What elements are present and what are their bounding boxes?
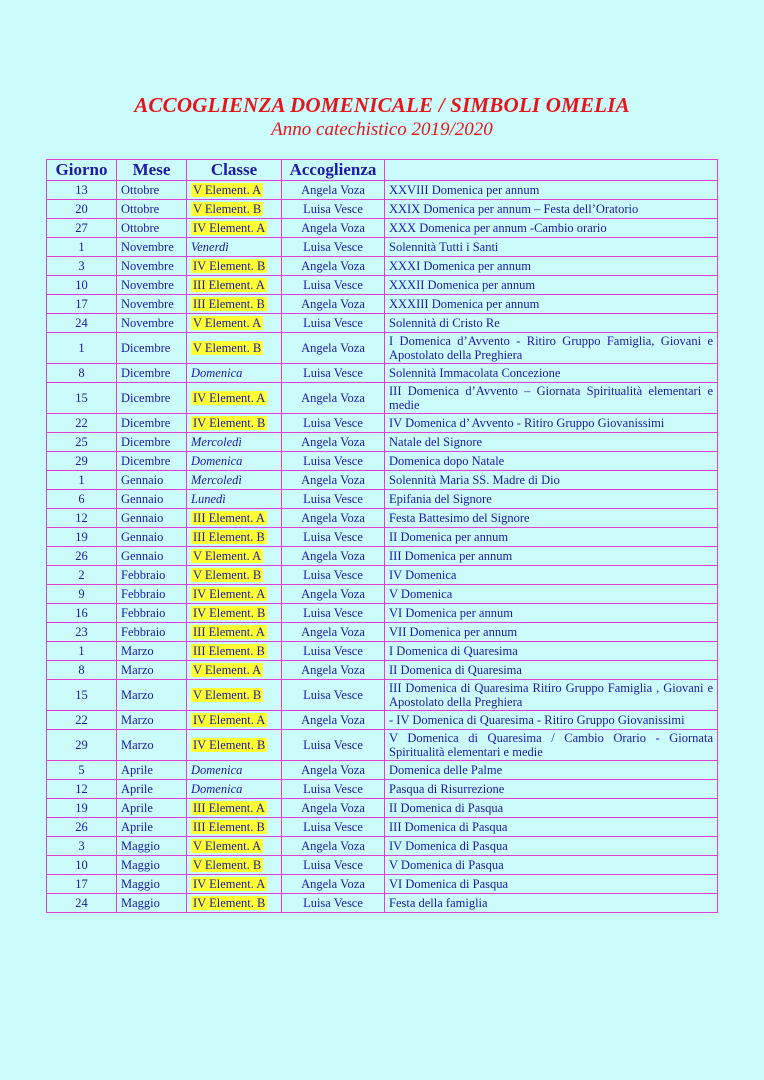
- class-highlight: IV Element. B: [193, 416, 266, 430]
- cell-welcome: Angela Voza: [282, 295, 385, 314]
- cell-class: [187, 780, 282, 799]
- cell-celebration: IV Domenica: [385, 566, 718, 585]
- cell-class: [187, 799, 282, 818]
- cell-month: Dicembre: [117, 433, 187, 452]
- table-row: [47, 257, 718, 276]
- cell-day: 17: [47, 875, 117, 894]
- cell-class: [187, 314, 282, 333]
- table-row: [47, 642, 718, 661]
- cell-welcome: Angela Voza: [282, 799, 385, 818]
- cell-day: 3: [47, 837, 117, 856]
- cell-day: 19: [47, 528, 117, 547]
- table-row: [47, 509, 718, 528]
- cell-class: [187, 471, 282, 490]
- cell-welcome: Angela Voza: [282, 383, 385, 414]
- class-weekday: Domenica: [191, 366, 243, 380]
- table-row: [47, 383, 718, 414]
- cell-day: 26: [47, 547, 117, 566]
- cell-welcome: Luisa Vesce: [282, 604, 385, 623]
- table-row: [47, 238, 718, 257]
- class-highlight: IV Element. B: [193, 896, 266, 910]
- cell-welcome: Angela Voza: [282, 509, 385, 528]
- cell-month: Febbraio: [117, 585, 187, 604]
- cell-class: [187, 837, 282, 856]
- table-row: [47, 780, 718, 799]
- table-row: [47, 585, 718, 604]
- table-row: [47, 295, 718, 314]
- cell-month: Novembre: [117, 295, 187, 314]
- cell-welcome: Luisa Vesce: [282, 200, 385, 219]
- table-row: [47, 276, 718, 295]
- cell-celebration: Solennità Immacolata Concezione: [385, 364, 718, 383]
- cell-welcome: Luisa Vesce: [282, 680, 385, 711]
- cell-celebration: XXXI Domenica per annum: [385, 257, 718, 276]
- class-highlight: V Element. B: [193, 568, 262, 582]
- class-highlight: IV Element. B: [193, 738, 266, 752]
- cell-welcome: Angela Voza: [282, 257, 385, 276]
- cell-class: [187, 547, 282, 566]
- cell-day: 10: [47, 276, 117, 295]
- class-highlight: V Element. A: [193, 183, 262, 197]
- class-highlight: V Element. A: [193, 839, 262, 853]
- table-row: [47, 761, 718, 780]
- table-row: [47, 452, 718, 471]
- table-row: [47, 414, 718, 433]
- cell-month: Aprile: [117, 761, 187, 780]
- cell-welcome: Angela Voza: [282, 875, 385, 894]
- cell-class: [187, 433, 282, 452]
- cell-celebration: III Domenica per annum: [385, 547, 718, 566]
- cell-class: [187, 333, 282, 364]
- class-highlight: V Element. B: [193, 858, 262, 872]
- cell-day: 3: [47, 257, 117, 276]
- cell-welcome: Luisa Vesce: [282, 780, 385, 799]
- cell-class: [187, 528, 282, 547]
- cell-welcome: Luisa Vesce: [282, 452, 385, 471]
- class-weekday: Venerdì: [191, 240, 229, 254]
- cell-welcome: Angela Voza: [282, 433, 385, 452]
- table-row: [47, 680, 718, 711]
- cell-celebration: Domenica delle Palme: [385, 761, 718, 780]
- cell-celebration: IV Domenica di Pasqua: [385, 837, 718, 856]
- class-highlight: V Element. A: [193, 316, 262, 330]
- cell-month: Febbraio: [117, 604, 187, 623]
- table-row: [47, 875, 718, 894]
- table-row: [47, 314, 718, 333]
- cell-welcome: Luisa Vesce: [282, 276, 385, 295]
- cell-day: 27: [47, 219, 117, 238]
- cell-day: 12: [47, 780, 117, 799]
- cell-celebration: Festa Battesimo del Signore: [385, 509, 718, 528]
- cell-day: 22: [47, 414, 117, 433]
- cell-welcome: Angela Voza: [282, 623, 385, 642]
- cell-day: 8: [47, 364, 117, 383]
- class-highlight: IV Element. A: [193, 877, 266, 891]
- class-highlight: IV Element. A: [193, 587, 266, 601]
- cell-welcome: Luisa Vesce: [282, 730, 385, 761]
- class-highlight: III Element. B: [193, 820, 265, 834]
- cell-day: 19: [47, 799, 117, 818]
- table-row: [47, 623, 718, 642]
- cell-class: [187, 642, 282, 661]
- table-row: [47, 490, 718, 509]
- cell-welcome: Luisa Vesce: [282, 364, 385, 383]
- cell-class: [187, 894, 282, 913]
- cell-welcome: Luisa Vesce: [282, 490, 385, 509]
- cell-class: [187, 200, 282, 219]
- cell-celebration: Pasqua di Risurrezione: [385, 780, 718, 799]
- cell-class: [187, 585, 282, 604]
- class-weekday: Domenica: [191, 454, 243, 468]
- cell-class: [187, 257, 282, 276]
- table-row: [47, 200, 718, 219]
- cell-celebration: II Domenica di Pasqua: [385, 799, 718, 818]
- cell-welcome: Angela Voza: [282, 585, 385, 604]
- cell-welcome: Angela Voza: [282, 471, 385, 490]
- cell-month: Gennaio: [117, 490, 187, 509]
- cell-month: Marzo: [117, 711, 187, 730]
- table-row: [47, 894, 718, 913]
- table-row: [47, 711, 718, 730]
- class-highlight: V Element. A: [193, 549, 262, 563]
- cell-day: 20: [47, 200, 117, 219]
- cell-day: 2: [47, 566, 117, 585]
- cell-welcome: Angela Voza: [282, 661, 385, 680]
- cell-month: Novembre: [117, 238, 187, 257]
- header-class: Classe: [187, 160, 282, 181]
- cell-celebration: I Domenica di Quaresima: [385, 642, 718, 661]
- cell-day: 26: [47, 818, 117, 837]
- cell-day: 12: [47, 509, 117, 528]
- cell-class: [187, 730, 282, 761]
- table-row: [47, 528, 718, 547]
- cell-class: [187, 818, 282, 837]
- cell-day: 29: [47, 452, 117, 471]
- cell-celebration: II Domenica di Quaresima: [385, 661, 718, 680]
- cell-day: 24: [47, 314, 117, 333]
- cell-month: Marzo: [117, 730, 187, 761]
- class-highlight: III Element. A: [193, 511, 265, 525]
- cell-celebration: XXIX Domenica per annum – Festa dell’Oratorio: [385, 200, 718, 219]
- cell-welcome: Luisa Vesce: [282, 238, 385, 257]
- cell-day: 17: [47, 295, 117, 314]
- cell-month: Gennaio: [117, 471, 187, 490]
- cell-welcome: Luisa Vesce: [282, 528, 385, 547]
- table-row: [47, 856, 718, 875]
- table-row: [47, 547, 718, 566]
- cell-day: 13: [47, 181, 117, 200]
- class-highlight: III Element. B: [193, 530, 265, 544]
- cell-month: Ottobre: [117, 200, 187, 219]
- cell-welcome: Luisa Vesce: [282, 894, 385, 913]
- cell-celebration: V Domenica di Pasqua: [385, 856, 718, 875]
- table-header-row: [47, 160, 718, 181]
- cell-day: 16: [47, 604, 117, 623]
- cell-celebration: II Domenica per annum: [385, 528, 718, 547]
- cell-welcome: Luisa Vesce: [282, 818, 385, 837]
- cell-month: Marzo: [117, 680, 187, 711]
- cell-class: [187, 219, 282, 238]
- cell-day: 24: [47, 894, 117, 913]
- class-highlight: III Element. A: [193, 801, 265, 815]
- cell-class: [187, 711, 282, 730]
- header-welcome: Accoglienza: [282, 160, 385, 181]
- cell-month: Dicembre: [117, 383, 187, 414]
- cell-celebration: Domenica dopo Natale: [385, 452, 718, 471]
- cell-class: [187, 383, 282, 414]
- cell-class: [187, 509, 282, 528]
- document-title: ACCOGLIENZA DOMENICALE / SIMBOLI OMELIA: [134, 93, 630, 117]
- schedule-table: [46, 159, 718, 913]
- table-row: [47, 181, 718, 200]
- cell-class: [187, 414, 282, 433]
- cell-class: [187, 604, 282, 623]
- class-highlight: III Element. A: [193, 625, 265, 639]
- cell-celebration: III Domenica d’Avvento – Giornata Spiritualità elementari e medie: [385, 383, 718, 414]
- table-row: [47, 837, 718, 856]
- class-highlight: III Element. A: [193, 278, 265, 292]
- cell-month: Ottobre: [117, 219, 187, 238]
- cell-month: Novembre: [117, 314, 187, 333]
- class-highlight: IV Element. B: [193, 606, 266, 620]
- cell-day: 23: [47, 623, 117, 642]
- cell-class: [187, 276, 282, 295]
- cell-class: [187, 295, 282, 314]
- cell-welcome: Luisa Vesce: [282, 314, 385, 333]
- cell-celebration: VII Domenica per annum: [385, 623, 718, 642]
- class-weekday: Domenica: [191, 763, 243, 777]
- class-weekday: Lunedì: [191, 492, 226, 506]
- class-highlight: V Element. B: [193, 202, 262, 216]
- cell-day: 1: [47, 642, 117, 661]
- cell-day: 5: [47, 761, 117, 780]
- cell-day: 8: [47, 661, 117, 680]
- cell-month: Maggio: [117, 894, 187, 913]
- table-row: [47, 661, 718, 680]
- cell-month: Gennaio: [117, 528, 187, 547]
- cell-celebration: Festa della famiglia: [385, 894, 718, 913]
- cell-class: [187, 364, 282, 383]
- cell-class: [187, 875, 282, 894]
- cell-class: [187, 680, 282, 711]
- table-row: [47, 604, 718, 623]
- cell-month: Marzo: [117, 661, 187, 680]
- header-month: Mese: [117, 160, 187, 181]
- cell-day: 1: [47, 238, 117, 257]
- cell-celebration: - IV Domenica di Quaresima - Ritiro Gruppo Giovanissimi: [385, 711, 718, 730]
- table-row: [47, 364, 718, 383]
- class-highlight: III Element. B: [193, 644, 265, 658]
- schedule-body: [47, 181, 718, 913]
- cell-celebration: XXXII Domenica per annum: [385, 276, 718, 295]
- cell-day: 15: [47, 680, 117, 711]
- cell-celebration: XXVIII Domenica per annum: [385, 181, 718, 200]
- table-row: [47, 333, 718, 364]
- cell-month: Aprile: [117, 818, 187, 837]
- cell-welcome: Angela Voza: [282, 711, 385, 730]
- cell-class: [187, 623, 282, 642]
- cell-celebration: Epifania del Signore: [385, 490, 718, 509]
- table-row: [47, 818, 718, 837]
- cell-welcome: Luisa Vesce: [282, 642, 385, 661]
- table-row: [47, 799, 718, 818]
- class-highlight: III Element. B: [193, 297, 265, 311]
- cell-celebration: Solennità Maria SS. Madre di Dio: [385, 471, 718, 490]
- cell-welcome: Angela Voza: [282, 219, 385, 238]
- document-subtitle: Anno catechistico 2019/2020: [271, 119, 493, 140]
- cell-welcome: Angela Voza: [282, 761, 385, 780]
- cell-class: [187, 452, 282, 471]
- cell-class: [187, 566, 282, 585]
- cell-month: Aprile: [117, 780, 187, 799]
- cell-day: 6: [47, 490, 117, 509]
- cell-celebration: IV Domenica d’ Avvento - Ritiro Gruppo Giovanissimi: [385, 414, 718, 433]
- cell-celebration: V Domenica di Quaresima / Cambio Orario - Giornata Spiritualità elementari e medie: [385, 730, 718, 761]
- cell-day: 1: [47, 471, 117, 490]
- cell-month: Febbraio: [117, 623, 187, 642]
- table-row: [47, 471, 718, 490]
- cell-month: Maggio: [117, 875, 187, 894]
- cell-month: Dicembre: [117, 452, 187, 471]
- cell-welcome: Luisa Vesce: [282, 414, 385, 433]
- cell-class: [187, 761, 282, 780]
- cell-month: Novembre: [117, 257, 187, 276]
- cell-month: Marzo: [117, 642, 187, 661]
- cell-month: Gennaio: [117, 547, 187, 566]
- class-weekday: Mercoledì: [191, 473, 242, 487]
- cell-celebration: III Domenica di Quaresima Ritiro Gruppo Famiglia , Giovani e Apostolato della Preghiera: [385, 680, 718, 711]
- cell-day: 1: [47, 333, 117, 364]
- header-day: Giorno: [47, 160, 117, 181]
- table-row: [47, 219, 718, 238]
- cell-month: Dicembre: [117, 364, 187, 383]
- cell-month: Febbraio: [117, 566, 187, 585]
- table-row: [47, 433, 718, 452]
- cell-celebration: III Domenica di Pasqua: [385, 818, 718, 837]
- cell-month: Aprile: [117, 799, 187, 818]
- cell-month: Ottobre: [117, 181, 187, 200]
- cell-celebration: VI Domenica di Pasqua: [385, 875, 718, 894]
- header-celebration: [385, 160, 718, 181]
- cell-celebration: V Domenica: [385, 585, 718, 604]
- cell-welcome: Angela Voza: [282, 547, 385, 566]
- cell-celebration: XXXIII Domenica per annum: [385, 295, 718, 314]
- cell-month: Gennaio: [117, 509, 187, 528]
- class-highlight: V Element. B: [193, 341, 262, 355]
- class-highlight: V Element. A: [193, 663, 262, 677]
- cell-day: 22: [47, 711, 117, 730]
- cell-celebration: Natale del Signore: [385, 433, 718, 452]
- cell-month: Maggio: [117, 837, 187, 856]
- cell-month: Dicembre: [117, 333, 187, 364]
- cell-celebration: I Domenica d’Avvento - Ritiro Gruppo Famiglia, Giovani e Apostolato della Preghiera: [385, 333, 718, 364]
- cell-welcome: Angela Voza: [282, 333, 385, 364]
- cell-welcome: Luisa Vesce: [282, 856, 385, 875]
- cell-welcome: Luisa Vesce: [282, 566, 385, 585]
- cell-day: 10: [47, 856, 117, 875]
- class-weekday: Domenica: [191, 782, 243, 796]
- cell-class: [187, 661, 282, 680]
- table-row: [47, 730, 718, 761]
- cell-day: 9: [47, 585, 117, 604]
- cell-month: Maggio: [117, 856, 187, 875]
- cell-month: Dicembre: [117, 414, 187, 433]
- cell-celebration: XXX Domenica per annum -Cambio orario: [385, 219, 718, 238]
- cell-class: [187, 181, 282, 200]
- table-row: [47, 566, 718, 585]
- cell-month: Novembre: [117, 276, 187, 295]
- cell-day: 29: [47, 730, 117, 761]
- class-highlight: V Element. B: [193, 688, 262, 702]
- cell-celebration: Solennità di Cristo Re: [385, 314, 718, 333]
- class-highlight: IV Element. A: [193, 221, 266, 235]
- cell-class: [187, 856, 282, 875]
- class-highlight: IV Element. B: [193, 259, 266, 273]
- cell-welcome: Angela Voza: [282, 837, 385, 856]
- cell-class: [187, 238, 282, 257]
- cell-celebration: VI Domenica per annum: [385, 604, 718, 623]
- cell-day: 25: [47, 433, 117, 452]
- class-highlight: IV Element. A: [193, 713, 266, 727]
- cell-day: 15: [47, 383, 117, 414]
- class-highlight: IV Element. A: [193, 391, 266, 405]
- cell-class: [187, 490, 282, 509]
- class-weekday: Mercoledì: [191, 435, 242, 449]
- cell-welcome: Angela Voza: [282, 181, 385, 200]
- cell-celebration: Solennità Tutti i Santi: [385, 238, 718, 257]
